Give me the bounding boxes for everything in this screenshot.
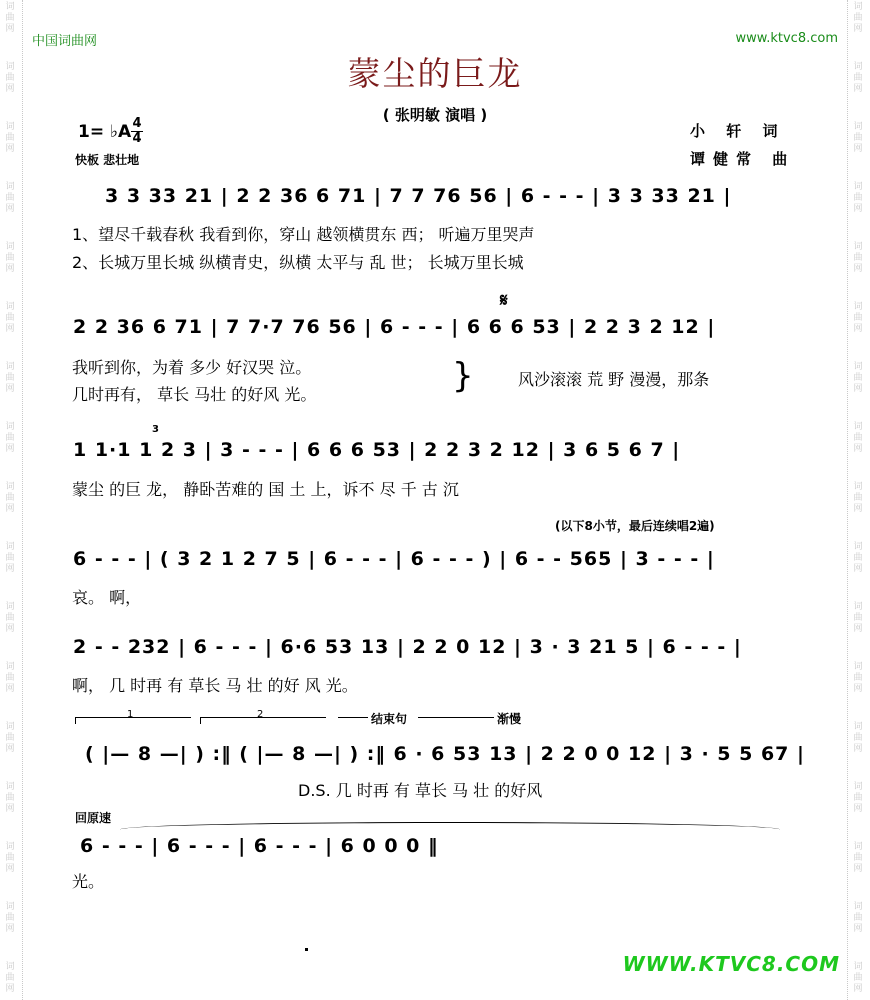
score-row-2-lyric-2: 几时再有， 草长 马壮 的好风 光。 <box>72 385 317 404</box>
score-row-4-notes: 6 - - - | ( 3 2 1 2 7 5 | 6 - - - | 6 - - - ) | 6 - - 565 | 3 - - - | <box>73 548 715 570</box>
ending-line-right <box>418 717 494 718</box>
score-row-3-notes: 1 1·1 1 2 3 | 3 - - - | 6 6 6 53 | 2 2 3 2 12 | 3 6 5 6 7 | <box>73 439 681 461</box>
watermark-text: 词曲网 <box>853 302 863 334</box>
watermark-text: 词曲网 <box>5 662 15 694</box>
score-row-7-lyric-1: 光。 <box>72 872 105 891</box>
slow-label: 渐慢 <box>497 712 522 726</box>
composer-credit: 谭健常 曲 <box>690 150 796 168</box>
watermark-text: 词曲网 <box>853 902 863 934</box>
watermark-text: 词曲网 <box>853 182 863 214</box>
ending-label: 结束句 <box>371 712 408 726</box>
watermark-text: 词曲网 <box>5 122 15 154</box>
watermark-text: 词曲网 <box>853 782 863 814</box>
watermark-text: 词曲网 <box>5 962 15 994</box>
score-row-2-notes: 2 2 36 6 71 | 7 7·7 76 56 | 6 - - - | 6 6 6 53 | 2 2 3 2 12 | <box>73 316 716 338</box>
volta-1-label: 1 <box>127 709 134 720</box>
watermark-text: 词曲网 <box>5 782 15 814</box>
watermark-text: 词曲网 <box>5 722 15 754</box>
site-logo[interactable]: WWW.KTVC8.COM <box>622 952 840 976</box>
song-title: 蒙尘的巨龙 <box>347 54 523 93</box>
watermark-text: 词曲网 <box>5 2 15 34</box>
watermark-text: 词曲网 <box>853 482 863 514</box>
watermark-text: 词曲网 <box>5 902 15 934</box>
watermark-text: 词曲网 <box>5 422 15 454</box>
verse-brace: } <box>452 356 474 396</box>
watermark-text: 词曲网 <box>853 662 863 694</box>
meter-top: 4 <box>132 116 142 131</box>
watermark-text: 词曲网 <box>5 482 15 514</box>
score-row-6-notes: ( |— 8 —| ) :‖ ( |— 8 —| ) :‖ 6 · 6 53 13 | 2 2 0 0 12 | 3 · 5 5 67 | <box>85 743 805 765</box>
watermark-text: 词曲网 <box>853 542 863 574</box>
score-row-2-lyric-1: 我听到你，为着 多少 好汉哭 泣。 <box>72 358 312 377</box>
time-signature <box>131 117 143 146</box>
watermark-text: 词曲网 <box>5 362 15 394</box>
meter-bottom: 4 <box>132 131 142 146</box>
score-row-3-lyric-1: 蒙尘 的巨 龙， 静卧苦难的 国 土 上，诉不 尽 千 古 沉 <box>72 480 459 499</box>
watermark-text: 词曲网 <box>5 62 15 94</box>
score-row-6-lyric-1: D.S. 几 时再 有 草长 马 壮 的好风 <box>298 781 543 800</box>
site-url-right[interactable]: www.ktvc8.com <box>735 31 838 46</box>
tempo-marking: 快板 悲壮地 <box>75 153 140 167</box>
score-row-1-lyric-1: 1、望尽千载春秋 我看到你，穿山 越领横贯东 西； 听遍万里哭声 <box>72 225 535 244</box>
score-row-4-lyric-1: 哀。 啊， <box>72 588 142 607</box>
watermark-text: 词曲网 <box>853 62 863 94</box>
score-row-7-notes: 6 - - - | 6 - - - | 6 - - - | 6 0 0 0 ‖ <box>80 835 439 857</box>
watermark-text: 词曲网 <box>853 722 863 754</box>
score-row-2-side-lyric: 风沙滚滚 荒 野 漫漫，那条 <box>518 370 710 389</box>
key-signature: 1= ♭A <box>78 122 132 142</box>
triplet-mark: 3 <box>152 424 159 435</box>
left-watermark-strip <box>0 0 23 1000</box>
watermark-text: 词曲网 <box>853 602 863 634</box>
watermark-text: 词曲网 <box>5 302 15 334</box>
right-watermark-strip <box>847 0 870 1000</box>
watermark-text: 词曲网 <box>853 962 863 994</box>
segno-sign: 𝄋 <box>500 290 508 311</box>
watermark-text: 词曲网 <box>5 842 15 874</box>
watermark-text: 词曲网 <box>5 542 15 574</box>
watermark-text: 词曲网 <box>853 422 863 454</box>
repeat-note: (以下8小节，最后连续唱2遍) <box>555 519 715 533</box>
watermark-text: 词曲网 <box>5 242 15 274</box>
site-name-left[interactable]: 中国词曲网 <box>32 34 98 49</box>
score-row-5-notes: 2 - - 232 | 6 - - - | 6·6 53 13 | 2 2 0 12 | 3 · 3 21 5 | 6 - - - | <box>73 636 742 658</box>
watermark-text: 词曲网 <box>5 182 15 214</box>
watermark-text: 词曲网 <box>5 602 15 634</box>
lyricist-credit: 小 轩 词 <box>690 122 786 140</box>
decorative-dot <box>305 948 308 951</box>
ending-line-left <box>338 717 368 718</box>
score-row-5-lyric-1: 啊， 几 时再 有 草长 马 壮 的好 风 光。 <box>72 676 358 695</box>
watermark-text: 词曲网 <box>853 122 863 154</box>
watermark-text: 词曲网 <box>853 242 863 274</box>
return-tempo-label: 回原速 <box>75 811 112 825</box>
watermark-text: 词曲网 <box>853 842 863 874</box>
volta-2-label: 2 <box>257 709 264 720</box>
watermark-text: 词曲网 <box>853 2 863 34</box>
watermark-text: 词曲网 <box>853 362 863 394</box>
singer-credit: ( 张明敏 演唱 ) <box>382 106 488 124</box>
score-row-1-notes: 3 3 33 21 | 2 2 36 6 71 | 7 7 76 56 | 6 - - - | 3 3 33 21 | <box>105 185 732 207</box>
score-row-1-lyric-2: 2、长城万里长城 纵横青史，纵横 太平与 乱 世； 长城万里长城 <box>72 253 524 272</box>
